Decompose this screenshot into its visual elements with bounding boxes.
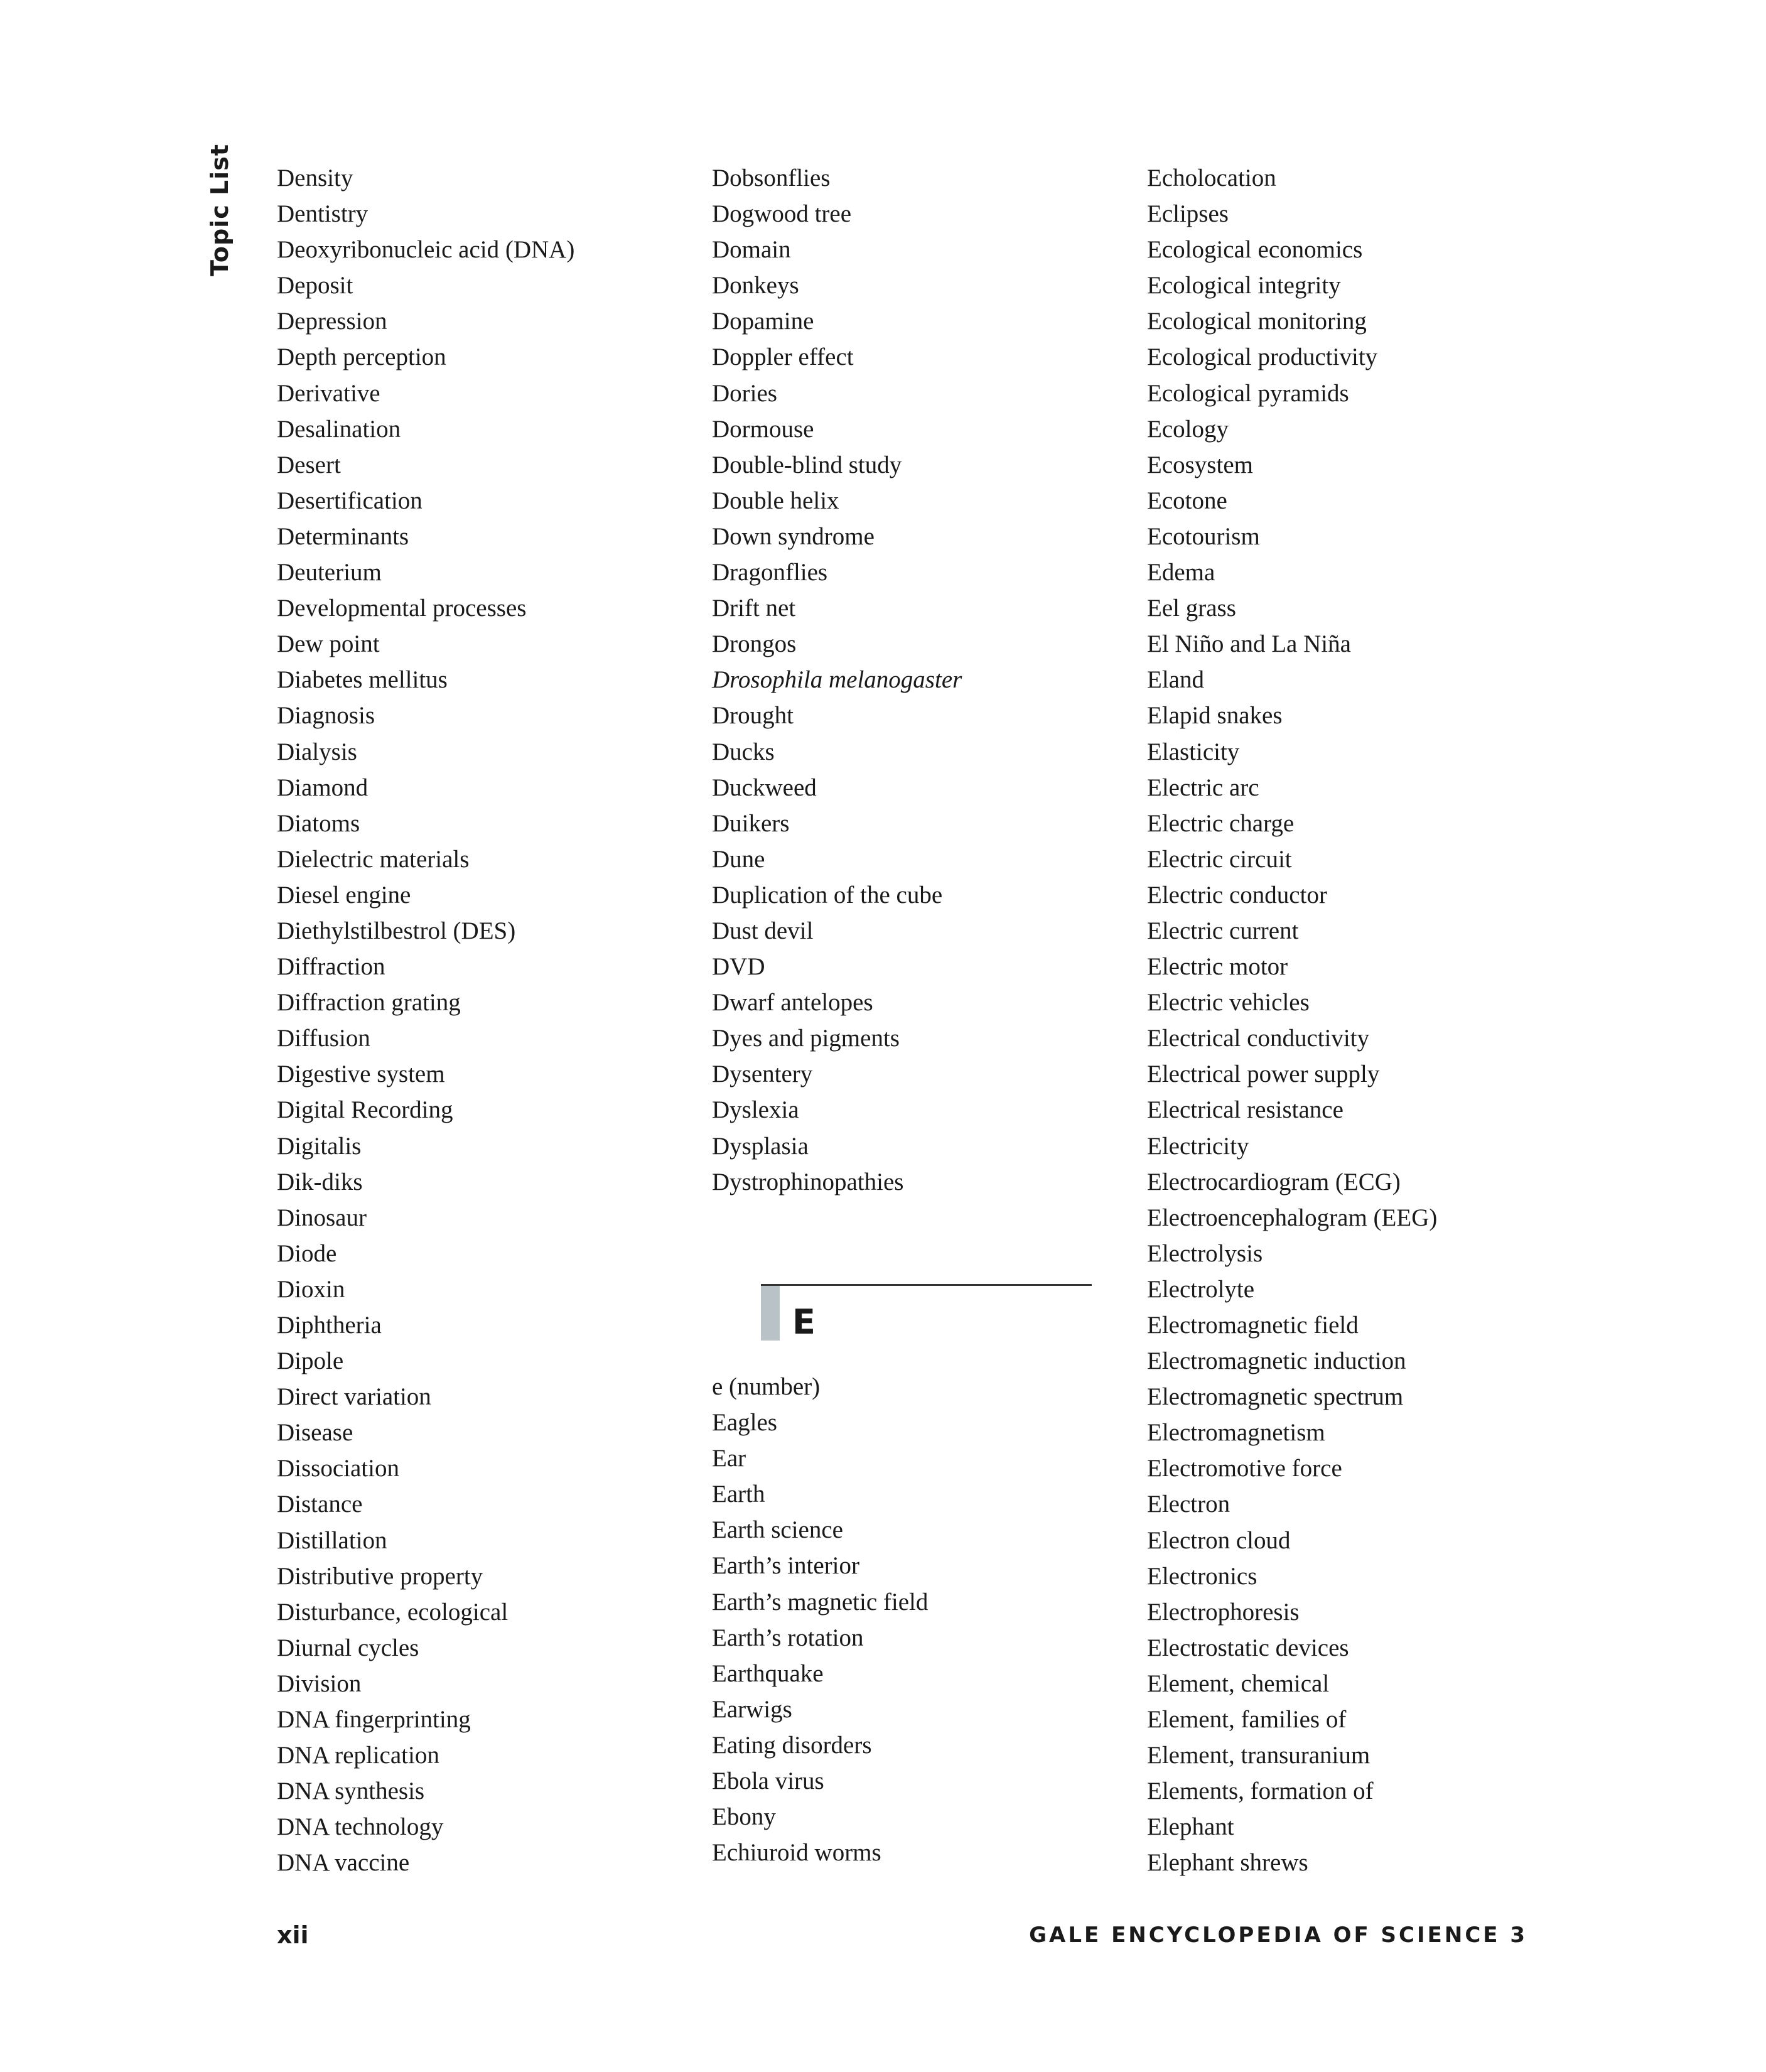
topic-list-item: Diesel engine [277, 881, 411, 909]
topic-list-item: Ecological productivity [1147, 343, 1378, 371]
topic-list-item: Electrical resistance [1147, 1096, 1343, 1124]
topic-list-item: Ecotourism [1147, 522, 1260, 550]
topic-list-item: Elements, formation of [1147, 1778, 1374, 1805]
topic-list-item: Ducks [712, 738, 775, 765]
page-number: xii [277, 1921, 309, 1949]
topic-list-item: Dentistry [277, 200, 369, 228]
topic-list-item: Derivative [277, 379, 380, 407]
topic-list-item: Deposit [277, 272, 353, 299]
topic-list-item: Ebony [712, 1803, 776, 1831]
topic-list-item: Electric current [1147, 917, 1299, 944]
topic-list-item: Direct variation [277, 1383, 431, 1411]
topic-list-item: Ecological economics [1147, 236, 1363, 264]
topic-list-item: Earth’s rotation [712, 1624, 864, 1651]
publication-title: GALE ENCYCLOPEDIA OF SCIENCE 3 [1029, 1923, 1527, 1948]
topic-list-item: Double-blind study [712, 451, 902, 478]
topic-list-item: Earth [712, 1481, 765, 1508]
topic-list-item: Echolocation [1147, 165, 1276, 192]
topic-list-item: Digitalis [277, 1132, 362, 1160]
topic-list-item: Dielectric materials [277, 845, 470, 873]
topic-list-item: Earth’s interior [712, 1552, 860, 1580]
topic-list-item: Electrocardiogram (ECG) [1147, 1168, 1401, 1195]
topic-list-item: Eating disorders [712, 1731, 872, 1759]
topic-list-item: Drosophila melanogaster [712, 666, 962, 694]
topic-list-item: Electromagnetic field [1147, 1312, 1359, 1339]
topic-list-item: Diffraction grating [277, 989, 461, 1017]
topic-list-item: Electric vehicles [1147, 989, 1310, 1017]
topic-list-item: Drought [712, 702, 794, 730]
topic-list-item: Dobsonflies [712, 165, 831, 192]
topic-list-item: Digestive system [277, 1060, 445, 1088]
topic-list-item: Dissociation [277, 1455, 399, 1482]
topic-list-item: Depth perception [277, 343, 446, 371]
topic-list-item: Division [277, 1670, 362, 1697]
topic-list-item: Desert [277, 451, 341, 478]
topic-list-item: Deuterium [277, 559, 382, 586]
topic-list-item: Dogwood tree [712, 200, 852, 228]
topic-list-item: Desalination [277, 415, 401, 443]
topic-list-item: Elapid snakes [1147, 702, 1283, 730]
topic-list-item: Ecosystem [1147, 451, 1253, 478]
topic-list-item: DNA technology [277, 1813, 444, 1841]
topic-list-item: Electric arc [1147, 774, 1259, 801]
topic-list-item: Dune [712, 845, 765, 873]
topic-list-item: Diamond [277, 774, 369, 801]
topic-list-item: Elasticity [1147, 738, 1240, 765]
topic-column-1 [277, 160, 574, 1881]
topic-list-item: Dik-diks [277, 1168, 363, 1195]
topic-list-item: Dragonflies [712, 559, 828, 586]
topic-list-item: Electrical power supply [1147, 1060, 1380, 1088]
topic-list-item: Ecology [1147, 415, 1229, 443]
topic-list-item: DNA replication [277, 1742, 439, 1769]
topic-list-item: Duplication of the cube [712, 881, 943, 909]
topic-list-item: Eland [1147, 666, 1204, 694]
topic-list-item: Eagles [712, 1409, 777, 1437]
topic-list-item: Duikers [712, 809, 790, 837]
topic-list-item: Desertification [277, 487, 423, 514]
topic-list-item: Diethylstilbestrol (DES) [277, 917, 516, 944]
topic-list-item: Earwigs [712, 1695, 792, 1723]
topic-list-item: Donkeys [712, 272, 799, 299]
section-heading-letter: E [792, 1302, 816, 1342]
topic-list-item: Determinants [277, 522, 409, 550]
topic-list-item: Dinosaur [277, 1204, 367, 1231]
topic-list-item: Dew point [277, 630, 380, 658]
topic-list-item: Echiuroid worms [712, 1839, 881, 1867]
topic-list-item: Electrolysis [1147, 1239, 1263, 1267]
topic-list-item: Depression [277, 308, 387, 335]
topic-list-item: Disease [277, 1419, 353, 1447]
topic-list-item: Diffusion [277, 1025, 370, 1052]
topic-list-item: Element, transuranium [1147, 1742, 1370, 1769]
topic-list-item: Dipole [277, 1347, 344, 1375]
topic-list-item: Dyes and pigments [712, 1025, 900, 1052]
topic-list-item: Earth’s magnetic field [712, 1588, 929, 1616]
topic-list-item: Domain [712, 236, 791, 264]
topic-list-item: Dioxin [277, 1275, 345, 1303]
topic-list-item: Developmental processes [277, 595, 527, 622]
topic-list-item: Duckweed [712, 774, 817, 801]
topic-list-item: Dormouse [712, 415, 814, 443]
topic-list-item: Ecological pyramids [1147, 379, 1349, 407]
topic-list-item: Electric circuit [1147, 845, 1292, 873]
topic-list-item: Diphtheria [277, 1312, 382, 1339]
topic-list-item: Electrical conductivity [1147, 1025, 1370, 1052]
topic-column-2-section-e [712, 1369, 928, 1870]
topic-list-item: Dystrophinopathies [712, 1168, 904, 1195]
topic-column-2 [712, 160, 962, 1200]
section-marker-bar [761, 1286, 780, 1341]
topic-list-item: Electromagnetism [1147, 1419, 1325, 1447]
topic-list-item: Electron cloud [1147, 1526, 1291, 1554]
topic-list-item: Elephant [1147, 1813, 1234, 1841]
topic-list-item: Ecotone [1147, 487, 1227, 514]
topic-list-item: Ecological monitoring [1147, 308, 1367, 335]
topic-list-item: Dories [712, 379, 777, 407]
topic-list-item: Doppler effect [712, 343, 854, 371]
topic-list-item: Drift net [712, 595, 796, 622]
topic-list-item: Elephant shrews [1147, 1849, 1308, 1877]
topic-list-item: Dialysis [277, 738, 357, 765]
topic-list-item: Electrolyte [1147, 1275, 1255, 1303]
topic-list-item: DVD [712, 953, 765, 981]
topic-list-item: Electricity [1147, 1132, 1249, 1160]
topic-list-item: Earth science [712, 1516, 843, 1544]
topic-list-item: Ecological integrity [1147, 272, 1341, 299]
topic-list-item: Dopamine [712, 308, 814, 335]
topic-list-item: Electric motor [1147, 953, 1288, 981]
topic-list-item: Element, chemical [1147, 1670, 1330, 1697]
topic-list-item: Dwarf antelopes [712, 989, 873, 1017]
topic-list-item: Electrostatic devices [1147, 1634, 1349, 1661]
topic-list-item: Electromotive force [1147, 1455, 1342, 1482]
topic-list-item: Digital Recording [277, 1096, 453, 1124]
topic-list-item: Diurnal cycles [277, 1634, 419, 1661]
topic-list-item: Earthquake [712, 1659, 824, 1687]
topic-list-item: Dust devil [712, 917, 814, 944]
topic-list-item: Electron [1147, 1491, 1230, 1518]
topic-list-item: e (number) [712, 1373, 821, 1400]
topic-list-item: DNA synthesis [277, 1778, 425, 1805]
topic-list-item: Diffraction [277, 953, 385, 981]
topic-list-item: Eel grass [1147, 595, 1236, 622]
section-divider-rule [761, 1284, 1092, 1286]
topic-list-item: El Niño and La Niña [1147, 630, 1351, 658]
topic-list-item: Density [277, 165, 353, 192]
topic-list-item: Distance [277, 1491, 363, 1518]
topic-list-item: Electroencephalogram (EEG) [1147, 1204, 1438, 1231]
running-section-label: Topic List [206, 144, 234, 276]
topic-list-item: Diode [277, 1239, 337, 1267]
topic-list-item: Electronics [1147, 1562, 1257, 1590]
topic-list-item: Drongos [712, 630, 797, 658]
topic-list-item: Element, families of [1147, 1706, 1347, 1734]
topic-list-item: Edema [1147, 559, 1215, 586]
topic-list-item: Distributive property [277, 1562, 483, 1590]
topic-list-item: Distillation [277, 1526, 387, 1554]
topic-list-item: Eclipses [1147, 200, 1229, 228]
topic-list-item: Down syndrome [712, 522, 875, 550]
topic-list-item: Electromagnetic spectrum [1147, 1383, 1404, 1411]
topic-list-item: Electric conductor [1147, 881, 1327, 909]
topic-list-item: Double helix [712, 487, 839, 514]
topic-list-item: DNA vaccine [277, 1849, 410, 1877]
topic-list-item: Diatoms [277, 809, 360, 837]
topic-list-item: Disturbance, ecological [277, 1598, 509, 1626]
topic-list-item: Electromagnetic induction [1147, 1347, 1406, 1375]
topic-list-item: Deoxyribonucleic acid (DNA) [277, 236, 575, 264]
topic-list-item: Electrophoresis [1147, 1598, 1300, 1626]
topic-list-item: Ebola virus [712, 1767, 824, 1795]
topic-list-item: Diabetes mellitus [277, 666, 448, 694]
topic-list-item: Electric charge [1147, 809, 1295, 837]
topic-column-3 [1147, 160, 1437, 1881]
topic-list-item: Ear [712, 1445, 746, 1472]
topic-list-item: Dyslexia [712, 1096, 799, 1124]
topic-list-item: Dysentery [712, 1060, 813, 1088]
topic-list-item: DNA fingerprinting [277, 1706, 471, 1734]
topic-list-item: Dysplasia [712, 1132, 809, 1160]
topic-list-item: Diagnosis [277, 702, 375, 730]
